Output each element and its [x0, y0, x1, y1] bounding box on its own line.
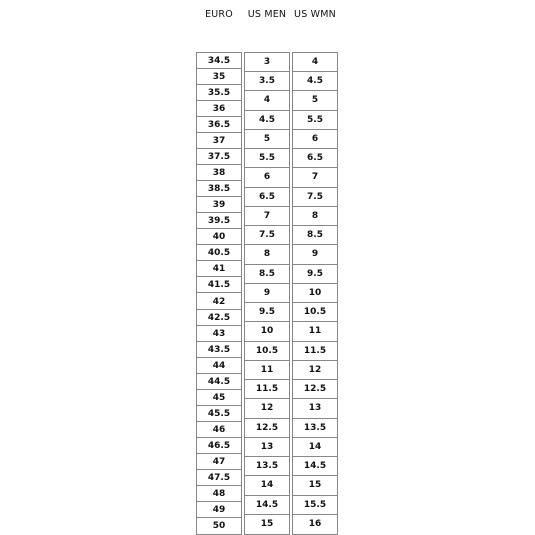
euro-size-cell [197, 197, 241, 213]
us-wmn-size-cell [293, 188, 337, 207]
euro-size-cell-value: 43.5 [207, 344, 231, 355]
euro-size-cell-value: 41.5 [207, 280, 231, 291]
euro-size-cell [197, 277, 241, 293]
us-wmn-size-cell [293, 457, 337, 476]
header-us-wmn: US WMN [294, 9, 336, 20]
euro-size-cell [197, 261, 241, 277]
euro-size-cell [197, 470, 241, 486]
us-wmn-size-cell-value: 14.5 [303, 461, 327, 472]
us-men-size-cell [245, 303, 289, 322]
us-men-size-cell-value: 12.5 [255, 422, 279, 433]
us-wmn-size-cell-value: 11.5 [303, 345, 327, 356]
euro-size-cell [197, 294, 241, 310]
us-wmn-size-cell [293, 207, 337, 226]
us-men-size-cell-value: 8 [263, 249, 271, 260]
us-men-size-column [244, 52, 290, 535]
us-wmn-size-cell [293, 380, 337, 399]
euro-size-cell [197, 502, 241, 518]
euro-size-cell-value: 40.5 [207, 248, 231, 259]
us-men-size-cell-value: 12 [260, 403, 274, 414]
euro-size-cell [197, 310, 241, 326]
us-wmn-size-cell-value: 10 [308, 287, 322, 298]
euro-size-cell-value: 39 [212, 200, 226, 211]
us-men-size-cell-value: 3.5 [259, 76, 275, 87]
us-men-size-cell-value: 4 [263, 95, 271, 106]
us-wmn-size-cell [293, 438, 337, 457]
us-wmn-size-cell-value: 12.5 [303, 384, 327, 395]
euro-size-cell-value: 37.5 [207, 152, 231, 163]
us-men-size-cell [245, 245, 289, 264]
us-men-size-cell [245, 496, 289, 515]
us-men-size-cell [245, 515, 289, 534]
us-men-size-cell [245, 91, 289, 110]
us-men-size-cell [245, 284, 289, 303]
euro-size-cell-value: 45 [212, 392, 226, 403]
euro-size-cell [197, 438, 241, 454]
us-men-size-cell-value: 13 [260, 441, 274, 452]
us-wmn-size-cell-value: 13 [308, 403, 322, 414]
euro-size-cell-value: 44.5 [207, 376, 231, 387]
us-wmn-size-cell-value: 4.5 [307, 76, 323, 87]
us-wmn-size-cell [293, 226, 337, 245]
us-men-size-cell [245, 457, 289, 476]
euro-size-cell-value: 34.5 [207, 56, 231, 66]
euro-size-cell [197, 85, 241, 101]
us-men-size-cell-value: 15 [260, 518, 274, 529]
us-wmn-size-cell [293, 303, 337, 322]
us-men-size-cell [245, 72, 289, 91]
euro-size-cell-value: 46 [212, 424, 226, 435]
us-wmn-size-cell-value: 14 [308, 441, 322, 452]
us-wmn-size-cell [293, 399, 337, 418]
us-wmn-size-cell-value: 7 [311, 172, 319, 183]
euro-size-cell [197, 229, 241, 245]
us-men-size-cell [245, 361, 289, 380]
us-men-size-cell [245, 188, 289, 207]
euro-size-cell-value: 36 [212, 104, 226, 115]
us-men-size-cell-value: 7 [263, 210, 271, 221]
us-wmn-size-cell-value: 9.5 [307, 268, 323, 279]
us-wmn-size-cell [293, 53, 337, 72]
us-men-size-cell [245, 265, 289, 284]
us-men-size-cell [245, 53, 289, 72]
euro-size-cell [197, 165, 241, 181]
us-men-size-cell-value: 6.5 [259, 191, 275, 202]
us-wmn-size-cell [293, 342, 337, 361]
us-men-size-cell [245, 130, 289, 149]
euro-size-cell-value: 42 [212, 296, 226, 307]
us-men-size-cell [245, 342, 289, 361]
euro-size-cell [197, 342, 241, 358]
euro-size-cell-value: 46.5 [207, 440, 231, 451]
us-wmn-size-cell [293, 91, 337, 110]
us-men-size-cell [245, 226, 289, 245]
euro-size-cell-value: 47 [212, 456, 226, 467]
euro-size-cell-value: 36.5 [207, 120, 231, 131]
euro-size-column [196, 52, 242, 535]
us-wmn-size-cell-value: 6 [311, 133, 319, 144]
us-men-size-cell-value: 7.5 [259, 230, 275, 241]
euro-size-cell [197, 454, 241, 470]
euro-size-cell-value: 42.5 [207, 312, 231, 323]
us-men-size-cell [245, 207, 289, 226]
us-wmn-size-cell [293, 476, 337, 495]
us-wmn-size-cell-value: 4 [311, 57, 319, 67]
us-men-size-cell-value: 13.5 [255, 461, 279, 472]
euro-size-cell [197, 149, 241, 165]
us-wmn-size-cell [293, 265, 337, 284]
us-men-size-cell-value: 8.5 [259, 268, 275, 279]
us-wmn-size-cell [293, 245, 337, 264]
us-men-size-cell-value: 5 [263, 133, 271, 144]
us-wmn-size-cell [293, 361, 337, 380]
us-men-size-cell [245, 149, 289, 168]
us-men-size-cell [245, 399, 289, 418]
header-euro: EURO [205, 9, 233, 20]
us-wmn-size-cell-value: 15.5 [303, 499, 327, 510]
euro-size-cell [197, 245, 241, 261]
us-men-size-cell-value: 9 [263, 287, 271, 298]
us-wmn-size-cell-value: 12 [308, 364, 322, 375]
us-men-size-cell-value: 9.5 [259, 307, 275, 318]
euro-size-cell-value: 38 [212, 168, 226, 179]
euro-size-cell [197, 133, 241, 149]
euro-size-cell [197, 101, 241, 117]
euro-size-cell [197, 326, 241, 342]
euro-size-cell-value: 50 [212, 520, 226, 531]
euro-size-cell [197, 358, 241, 374]
euro-size-cell-value: 44 [212, 360, 226, 371]
us-men-size-cell-value: 14 [260, 480, 274, 491]
euro-size-cell [197, 117, 241, 133]
us-men-size-cell-value: 6 [263, 172, 271, 183]
us-wmn-size-cell-value: 5.5 [307, 114, 323, 125]
euro-size-cell [197, 374, 241, 390]
euro-size-cell [197, 486, 241, 502]
euro-size-cell [197, 518, 241, 534]
us-wmn-size-cell [293, 515, 337, 534]
us-wmn-size-cell [293, 322, 337, 341]
euro-size-cell-value: 35 [212, 72, 226, 83]
euro-size-cell-value: 43 [212, 328, 226, 339]
us-wmn-size-cell-value: 8 [311, 210, 319, 221]
us-wmn-size-cell-value: 11 [308, 326, 322, 337]
euro-size-cell [197, 181, 241, 197]
us-men-size-cell [245, 322, 289, 341]
us-wmn-size-cell [293, 72, 337, 91]
euro-size-cell [197, 53, 241, 69]
us-men-size-cell-value: 5.5 [259, 153, 275, 164]
euro-size-cell [197, 390, 241, 406]
euro-size-cell [197, 213, 241, 229]
us-men-size-cell-value: 4.5 [259, 114, 275, 125]
euro-size-cell [197, 69, 241, 85]
us-wmn-size-cell [293, 168, 337, 187]
us-men-size-cell [245, 168, 289, 187]
euro-size-cell [197, 406, 241, 422]
us-wmn-size-cell [293, 284, 337, 303]
us-wmn-size-cell-value: 15 [308, 480, 322, 491]
us-wmn-size-column [292, 52, 338, 535]
euro-size-cell-value: 47.5 [207, 472, 231, 483]
euro-size-cell [197, 422, 241, 438]
us-wmn-size-cell [293, 496, 337, 515]
euro-size-cell-value: 35.5 [207, 88, 231, 99]
us-wmn-size-cell-value: 8.5 [307, 230, 323, 241]
euro-size-cell-value: 38.5 [207, 184, 231, 195]
us-men-size-cell-value: 11.5 [255, 384, 279, 395]
us-men-size-cell-value: 10.5 [255, 345, 279, 356]
us-wmn-size-cell-value: 5 [311, 95, 319, 106]
us-wmn-size-cell [293, 130, 337, 149]
us-men-size-cell-value: 11 [260, 364, 274, 375]
us-wmn-size-cell-value: 7.5 [307, 191, 323, 202]
euro-size-cell-value: 40 [212, 232, 226, 243]
us-wmn-size-cell-value: 6.5 [307, 153, 323, 164]
us-men-size-cell [245, 380, 289, 399]
euro-size-cell-value: 41 [212, 264, 226, 275]
us-wmn-size-cell-value: 10.5 [303, 307, 327, 318]
us-wmn-size-cell-value: 13.5 [303, 422, 327, 433]
euro-size-cell-value: 45.5 [207, 408, 231, 419]
us-wmn-size-cell [293, 149, 337, 168]
us-men-size-cell [245, 419, 289, 438]
euro-size-cell-value: 37 [212, 136, 226, 147]
us-men-size-cell-value: 3 [263, 57, 271, 67]
us-men-size-cell-value: 14.5 [255, 499, 279, 510]
header-us-men: US MEN [247, 9, 287, 20]
us-wmn-size-cell-value: 9 [311, 249, 319, 260]
euro-size-cell-value: 49 [212, 504, 226, 515]
us-men-size-cell [245, 111, 289, 130]
euro-size-cell-value: 48 [212, 488, 226, 499]
us-wmn-size-cell [293, 419, 337, 438]
us-wmn-size-cell [293, 111, 337, 130]
us-men-size-cell-value: 10 [260, 326, 274, 337]
us-men-size-cell [245, 476, 289, 495]
euro-size-cell-value: 39.5 [207, 216, 231, 227]
us-men-size-cell [245, 438, 289, 457]
us-wmn-size-cell-value: 16 [308, 518, 322, 529]
